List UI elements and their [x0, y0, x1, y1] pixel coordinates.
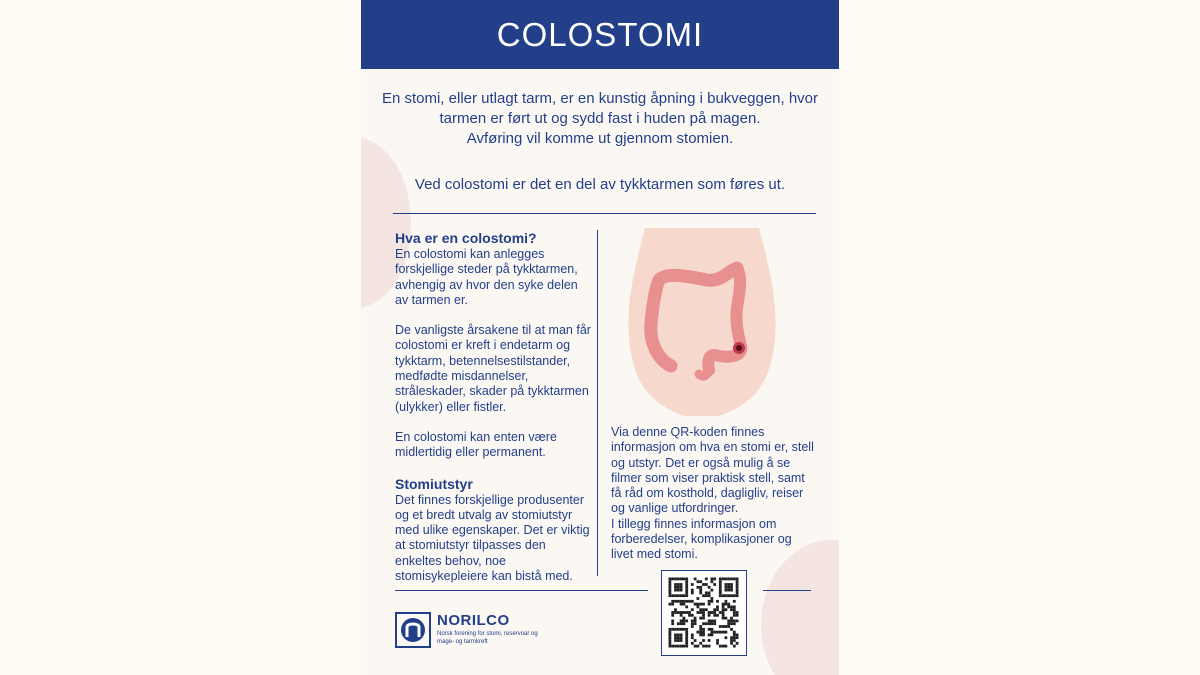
paragraph: En colostomi kan enten være midlertidig eller permanent. — [395, 429, 557, 460]
header-banner — [361, 0, 839, 69]
left-column — [395, 230, 591, 599]
intro-line: tarmen er ført ut og sydd fast i huden på magen. — [439, 110, 761, 127]
norilco-logo-icon — [395, 612, 431, 648]
qr-code-icon[interactable] — [661, 570, 747, 656]
poster — [361, 0, 839, 675]
divider — [395, 590, 648, 591]
logo-subtitle: Norsk forening for stomi, reservoar og mage- og tarmkreft — [437, 631, 538, 645]
intro-line: En stomi, eller utlagt tarm, er en kunstig åpning i bukveggen, hvor — [381, 90, 819, 107]
divider — [763, 590, 811, 591]
page-title: COLOSTOMI — [496, 15, 704, 53]
paragraph: Det finnes forskjellige produsenter og et bredt utvalg av stomiutstyr med ulike egenskaper. Det er viktig at stomiutstyr tilpasses den enkeltes behov, noe stomisykepleiere kan bistå med. — [395, 492, 590, 584]
colon-anatomy-illustration — [627, 228, 777, 418]
paragraph: Via denne QR-koden finnes informasjon om hva en stomi er, stell og utstyr. Det er også mulig å se filmer som viser praktisk stell, samt få råd om kosthold, dagligliv, reiser og vanlige utfordringer. — [611, 425, 814, 516]
section-heading: Stomiutstyr — [395, 475, 473, 492]
column-divider — [597, 230, 598, 576]
intro-text — [381, 89, 819, 195]
paragraph: I tillegg finnes informasjon om forberedelser, komplikasjoner og livet med stomi. — [611, 516, 792, 562]
intro-line: Avføring vil komme ut gjennom stomien. — [466, 130, 734, 147]
paragraph: De vanligste årsakene til at man får colostomi er kreft i endetarm og tykktarm, betennelsestilstander, medfødte misdannelser, stråleskader, skader på tykktarmen (ulykker) eller fistler. — [395, 323, 591, 414]
logo-name: NORILCO — [437, 612, 510, 629]
right-column — [611, 425, 816, 563]
section-heading: Hva er en colostomi? — [395, 230, 537, 246]
paragraph: En colostomi kan anlegges forskjellige steder på tykktarmen, avhengig av hvor den syke delen av tarmen er. — [395, 247, 578, 307]
intro-line: Ved colostomi er det en del av tykktarmen som føres ut. — [414, 176, 786, 193]
divider — [393, 213, 816, 214]
